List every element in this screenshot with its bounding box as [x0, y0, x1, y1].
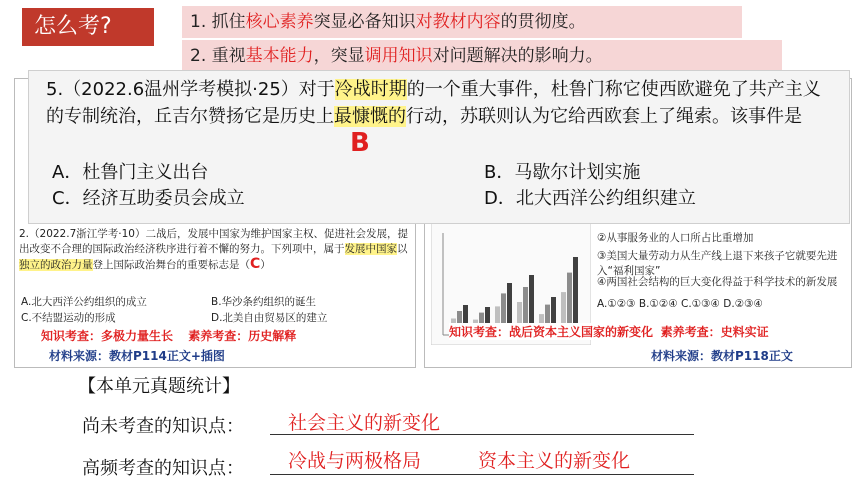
q2-option-c: C.不结盟运动的形成: [21, 312, 116, 324]
question-5-answer: B: [350, 128, 370, 158]
q-right-source: 材料来源：教材P118正文: [651, 349, 793, 363]
key-point-2: 2. 重视基本能力，突显调用知识对问题解决的影响力。: [182, 40, 782, 72]
unexamined-label: 尚未考查的知识点：: [82, 416, 244, 437]
q5-option-a: A．杜鲁门主义出台: [52, 162, 209, 183]
q-right-statement-3: ③美国大量劳动力从生产线上退下来孩子它就要先进入“福利国家”: [597, 250, 838, 277]
summary-title: 【本单元真题统计】: [78, 376, 240, 397]
q-right-statement-4: ④两国社会结构的巨大变化得益于科学技术的新发展: [597, 276, 838, 288]
q2-knowledge-line: 知识考查：多极力量生长 素养考查：历史解释: [41, 329, 297, 343]
q2-option-b: B.华沙条约组织的诞生: [211, 296, 317, 308]
q-right-knowledge-line: 知识考查：战后资本主义国家的新变化 素养考查：史料实证: [449, 325, 769, 339]
question-2-stem: 2.（2022.7浙江学考·10）二战后，发展中国家为维护国家主权、促进社会发展，提出改变不合理的国际政治经济秩序进行着不懈的努力。下列项中，属于发展中国家以独立的政治力量登上国际政治舞台的重要标志是（C）: [19, 228, 408, 272]
q5-option-c: C．经济互助委员会成立: [52, 188, 245, 209]
key-point-1: 1. 抓住核心素养突显必备知识对教材内容的贯彻度。: [182, 6, 742, 38]
q2-source: 材料来源：教材P114正文+插图: [49, 349, 225, 363]
frequent-value-2: 资本主义的新变化: [478, 450, 631, 472]
q5-option-d: D．北大西洋公约组织建立: [484, 188, 696, 209]
page-title: 怎么考?: [22, 8, 154, 46]
q-right-choices: A.①②③ B.①②④ C.①③④ D.②③④: [597, 298, 763, 310]
unexamined-value: 社会主义的新变化: [288, 412, 441, 434]
frequent-value-1: 冷战与两极格局: [288, 450, 422, 472]
question-2-answer: C: [250, 256, 261, 272]
q5-option-b: B．马歇尔计划实施: [484, 162, 641, 183]
frequent-label: 高频考查的知识点：: [82, 458, 244, 479]
question-5-stem: 5.（2022.6温州学考模拟·25）对于冷战时期的一个重大事件，杜鲁门称它使西欧避免了共产主义的专制统治，丘吉尔赞扬它是历史上最慷慨的行动，苏联则认为它给西欧套上了绳索。该事件是: [46, 79, 821, 127]
q2-option-a: A.北大西洋公约组织的成立: [21, 296, 147, 308]
q2-option-d: D.北美自由贸易区的建立: [211, 312, 328, 324]
q-right-statement-2: ②从事服务业的人口所占比重增加: [597, 232, 754, 244]
